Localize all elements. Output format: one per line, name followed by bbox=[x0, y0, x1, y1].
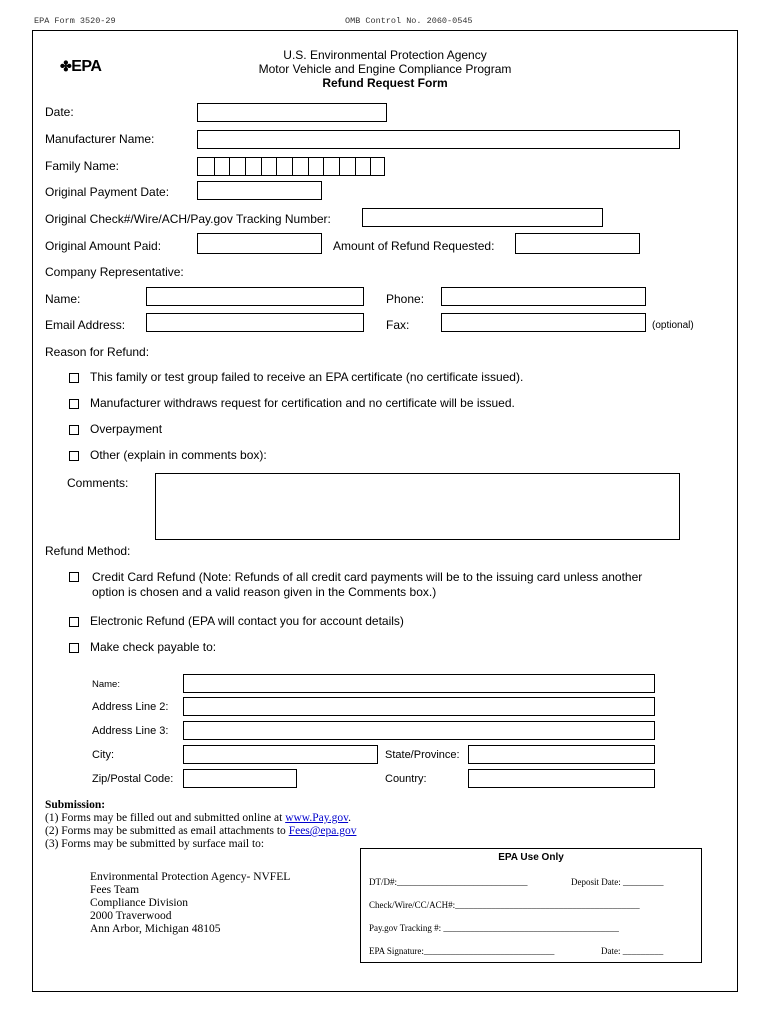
program-name: Motor Vehicle and Engine Compliance Program bbox=[258, 62, 512, 76]
fees-email-link[interactable]: Fees@epa.gov bbox=[288, 825, 357, 837]
epa-deposit-date: Deposit Date: _________ bbox=[571, 877, 664, 887]
orig-payment-date-field[interactable] bbox=[197, 181, 322, 200]
date-label: Date: bbox=[45, 105, 74, 119]
method-checkbox-credit-card[interactable] bbox=[69, 572, 79, 582]
payee-state-field[interactable] bbox=[468, 745, 655, 764]
payee-city-field[interactable] bbox=[183, 745, 378, 764]
reason-heading: Reason for Refund: bbox=[45, 345, 150, 359]
fax-label: Fax: bbox=[386, 318, 410, 332]
orig-amount-field[interactable] bbox=[197, 233, 322, 254]
omb-control-number: OMB Control No. 2060-0545 bbox=[345, 16, 473, 26]
reason-checkbox-other[interactable] bbox=[69, 451, 79, 461]
epa-use-only-box bbox=[360, 848, 702, 963]
epa-logo: ✤EPA bbox=[60, 58, 102, 75]
mail-address-line: 2000 Traverwood bbox=[90, 910, 172, 922]
submission-line-3: (3) Forms may be submitted by surface mail to: bbox=[45, 838, 265, 850]
mail-address-line: Ann Arbor, Michigan 48105 bbox=[90, 923, 221, 935]
payee-zip-label: Zip/Postal Code: bbox=[92, 773, 174, 785]
payee-country-field[interactable] bbox=[468, 769, 655, 788]
refund-amount-field[interactable] bbox=[515, 233, 640, 254]
form-number: EPA Form 3520-29 bbox=[34, 16, 116, 26]
agency-name: U.S. Environmental Protection Agency bbox=[283, 48, 487, 62]
reason-checkbox-overpayment[interactable] bbox=[69, 425, 79, 435]
mail-address-line: Fees Team bbox=[90, 884, 140, 896]
payee-city-label: City: bbox=[92, 749, 114, 761]
payee-addr3-field[interactable] bbox=[183, 721, 655, 740]
family-name-field[interactable] bbox=[197, 157, 385, 176]
refund-amount-label: Amount of Refund Requested: bbox=[333, 239, 495, 253]
payee-addr3-label: Address Line 3: bbox=[92, 725, 169, 737]
rep-name-label: Name: bbox=[45, 292, 81, 306]
reason-option-overpayment: Overpayment bbox=[90, 422, 163, 436]
epa-paygov-tracking: Pay.gov Tracking #: _______________________________________ bbox=[369, 923, 619, 933]
reason-checkbox-withdraws[interactable] bbox=[69, 399, 79, 409]
mail-address-line: Environmental Protection Agency- NVFEL bbox=[90, 871, 291, 883]
payee-addr2-field[interactable] bbox=[183, 697, 655, 716]
phone-field[interactable] bbox=[441, 287, 646, 306]
payee-name-label: Name: bbox=[92, 679, 120, 690]
method-heading: Refund Method: bbox=[45, 544, 131, 558]
submission-line-1: (1) Forms may be filled out and submitted online at www.Pay.gov. bbox=[45, 812, 351, 824]
method-checkbox-electronic[interactable] bbox=[69, 617, 79, 627]
tracking-field[interactable] bbox=[362, 208, 603, 227]
rep-name-field[interactable] bbox=[146, 287, 364, 306]
reason-option-other: Other (explain in comments box): bbox=[90, 448, 267, 462]
orig-payment-date-label: Original Payment Date: bbox=[45, 185, 170, 199]
phone-label: Phone: bbox=[386, 292, 425, 306]
reason-option-no-certificate: This family or test group failed to receive an EPA certificate (no certificate issued). bbox=[90, 370, 524, 384]
epa-date: Date: _________ bbox=[601, 946, 664, 956]
submission-heading: Submission: bbox=[45, 799, 106, 811]
payee-addr2-label: Address Line 2: bbox=[92, 701, 169, 713]
tracking-label: Original Check#/Wire/ACH/Pay.gov Tracking Number: bbox=[45, 212, 331, 226]
company-rep-label: Company Representative: bbox=[45, 265, 184, 279]
submission-line-2: (2) Forms may be submitted as email attachments to Fees@epa.gov bbox=[45, 825, 357, 837]
comments-textarea[interactable] bbox=[155, 473, 680, 540]
method-option-check: Make check payable to: bbox=[90, 640, 217, 654]
email-field[interactable] bbox=[146, 313, 364, 332]
payee-country-label: Country: bbox=[385, 773, 427, 785]
epa-use-title: EPA Use Only bbox=[498, 852, 564, 863]
epa-signature: EPA Signature:_____________________________ bbox=[369, 946, 555, 956]
orig-amount-label: Original Amount Paid: bbox=[45, 239, 162, 253]
reason-checkbox-no-certificate[interactable] bbox=[69, 373, 79, 383]
payee-name-field[interactable] bbox=[183, 674, 655, 693]
family-label: Family Name: bbox=[45, 159, 120, 173]
form-header bbox=[200, 48, 570, 90]
comments-label: Comments: bbox=[67, 476, 129, 490]
email-label: Email Address: bbox=[45, 318, 126, 332]
method-option-electronic: Electronic Refund (EPA will contact you for account details) bbox=[90, 614, 404, 628]
manufacturer-label: Manufacturer Name: bbox=[45, 132, 155, 146]
method-option-credit-card: Credit Card Refund (Note: Refunds of all credit card payments will be to the issuing card unless another bbox=[92, 570, 643, 584]
page-title: Refund Request Form bbox=[322, 76, 448, 90]
payee-zip-field[interactable] bbox=[183, 769, 297, 788]
epa-check-number: Check/Wire/CC/ACH#:_________________________________________ bbox=[369, 900, 640, 910]
method-checkbox-check[interactable] bbox=[69, 643, 79, 653]
epa-dtd: DT/D#:_____________________________ bbox=[369, 877, 528, 887]
mail-address-line: Compliance Division bbox=[90, 897, 189, 909]
payee-state-label: State/Province: bbox=[385, 749, 460, 761]
fax-optional-note: (optional) bbox=[652, 320, 694, 331]
epa-flower-icon: ✤ bbox=[60, 58, 72, 74]
date-field[interactable] bbox=[197, 103, 387, 122]
reason-option-withdraws: Manufacturer withdraws request for certification and no certificate will be issued. bbox=[90, 396, 515, 410]
paygov-link[interactable]: www.Pay.gov bbox=[285, 812, 349, 824]
fax-field[interactable] bbox=[441, 313, 646, 332]
manufacturer-field[interactable] bbox=[197, 130, 680, 149]
method-option-credit-card-note: option is chosen and a valid reason given in the Comments box.) bbox=[92, 585, 437, 599]
